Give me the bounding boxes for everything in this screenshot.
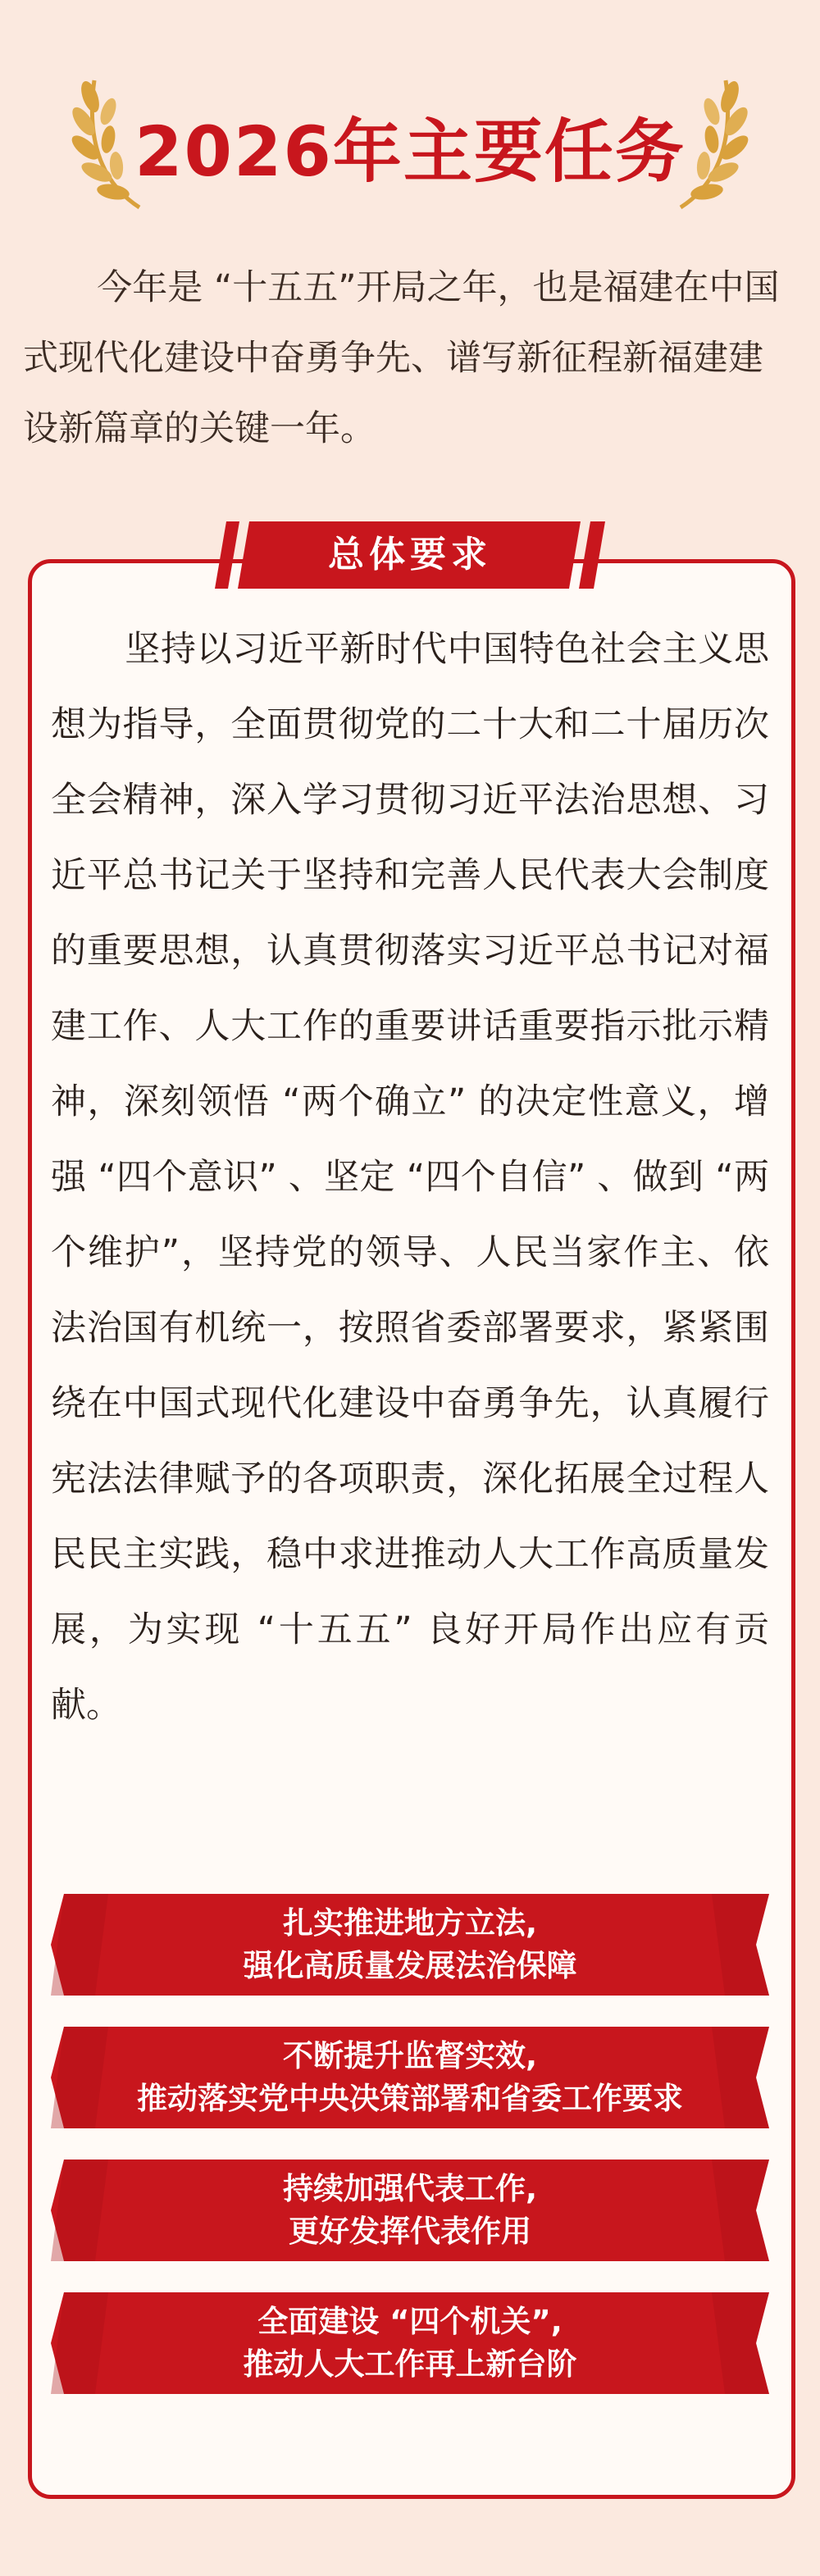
task-line-1: 不断提升监督实效, [282, 2038, 538, 2073]
task-line-2: 强化高质量发展法治保障 [243, 1948, 577, 1983]
task-banner-2 [51, 2027, 769, 2128]
section-title: 总体要求 [328, 534, 492, 576]
task-line-1: 扎实推进地方立法, [282, 1905, 538, 1941]
task-banner-3 [51, 2160, 769, 2261]
task-line-2: 推动落实党中央决策部署和省委工作要求 [137, 2081, 683, 2116]
task-banner-1 [51, 1894, 769, 1996]
task-line-1: 持续加强代表工作, [282, 2171, 538, 2206]
requirements-paragraph: 坚持以习近平新时代中国特色社会主义思想为指导，全面贯彻党的二十大和二十届历次全会精神，深入学习贯彻习近平法治思想、习近平总书记关于坚持和完善人民代表大会制度的重要思想，认真贯彻落实习近平总书记对福建工作、人大工作的重要讲话重要指示批示精神，深刻领悟 “两个确立” 的决定性意义，增强 “四个意识” 、坚定 “四个自信” 、做到 “两个维护”，坚持党的领导、人民当家作主、依法治国有机统一，按照省委部署要求，紧紧围绕在中国式现代化建设中奋勇争先，认真履行宪法法律赋予的各项职责，深化拓展全过程人民民主实践，稳中求进推动人大工作高质量发展，为实现 “十五五” 良好开局作出应有贡献。 [51, 629, 769, 1726]
header [0, 0, 820, 246]
intro-paragraph: 今年是 “十五五”开局之年，也是福建在中国式现代化建设中奋勇争先、谱写新征程新福建建设新篇章的关键一年。 [23, 267, 780, 449]
task-line-2: 更好发挥代表作用 [289, 2214, 531, 2249]
task-banner-4 [51, 2292, 769, 2394]
page-title: 2026年主要任务 [134, 112, 686, 192]
task-line-1: 全面建设 “四个机关”, [257, 2304, 563, 2339]
task-line-2: 推动人大工作再上新台阶 [243, 2346, 577, 2382]
